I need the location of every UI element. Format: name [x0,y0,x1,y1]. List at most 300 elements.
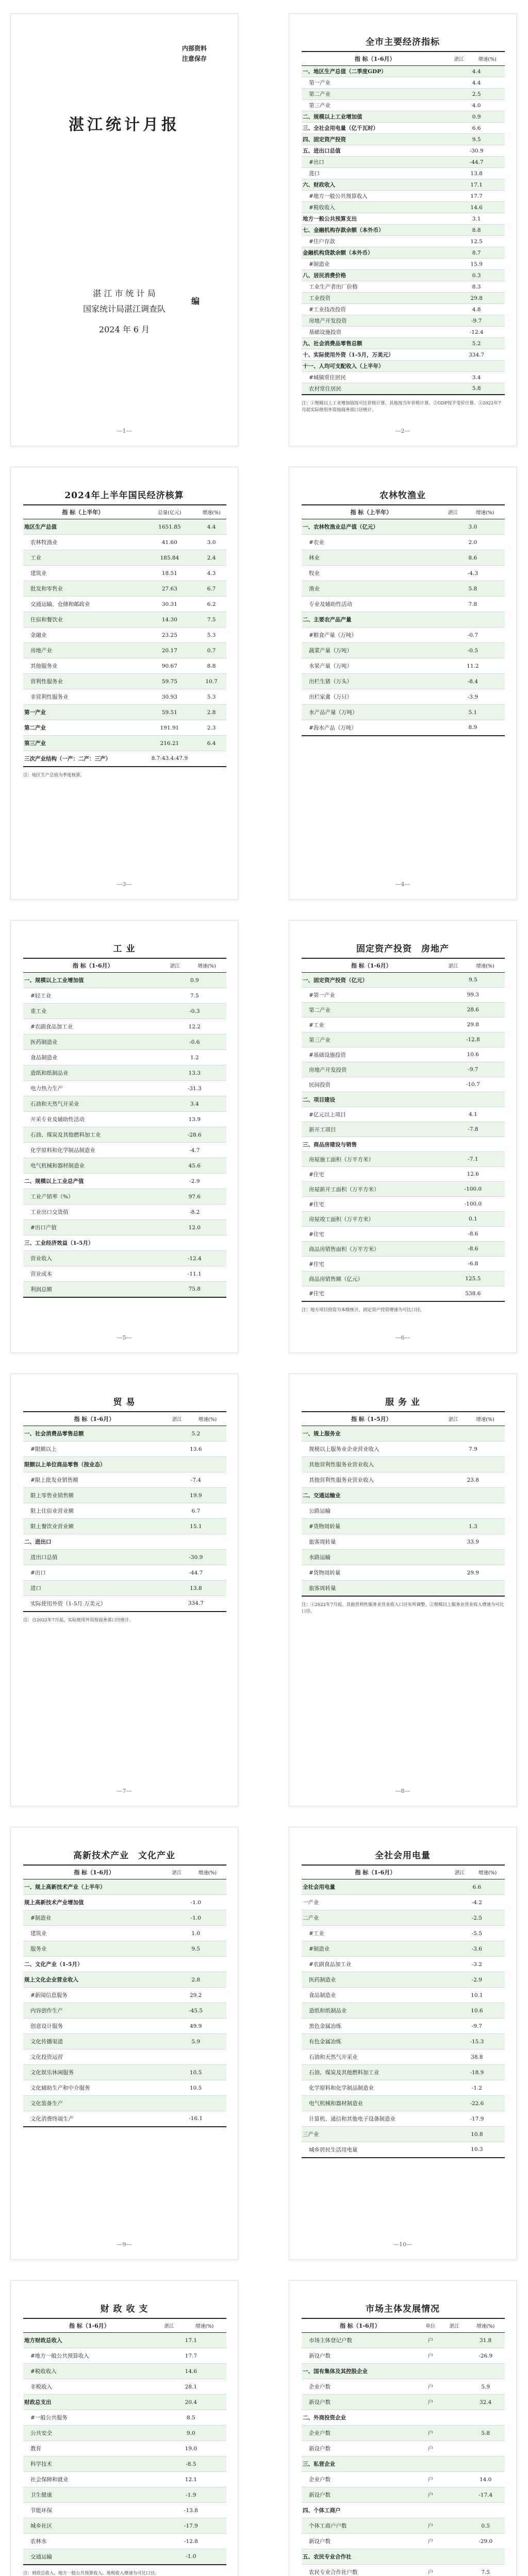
table-row [23,2019,226,2034]
table-row [23,1972,226,1988]
row-label: 出栏家禽（万只） [302,689,441,705]
table-row [23,1988,226,2003]
row-label: 新设户数 [302,2487,419,2503]
row-value: 0.9 [448,111,505,123]
row-label: 文化娱乐休闲服务 [23,2065,165,2080]
row-label: #工业 [302,1018,441,1032]
row-value [442,2565,466,2576]
table-row [23,1957,226,1972]
row-label: 八、居民消费价格 [302,270,448,281]
row-growth: 5.3 [196,689,226,705]
table-row [302,1895,505,1910]
table-row [302,1197,505,1212]
table-row [302,628,505,643]
row-label: 有色金属冶炼 [302,2034,449,2049]
row-value: 14.6 [448,202,505,213]
row-label: #新闻信息服务 [23,1988,165,2003]
row-label: 五、进出口总值 [302,145,448,157]
page-title: 市场主体发展情况 [366,2304,440,2314]
page-p8 [289,1374,517,1806]
table-row [23,973,226,988]
row-label: #住户存款 [302,236,448,247]
row-label: 房屋新开工面积（万平方米） [302,1182,441,1197]
table-row [23,2364,226,2379]
table-row [23,519,226,535]
table-row [23,550,226,566]
row-value: 538.6 [441,1286,505,1301]
table-row [23,2049,226,2065]
table-note: 注：①规模以上工业增加值按可比价格计算，其他按当年价格计算。②GDP按不变价计算。③2022年7月起实际使用外资按商务部口径统计。 [302,401,501,413]
row-label: 工业出口交货值 [23,1205,163,1220]
row-value: -1.0 [165,1910,226,1926]
row-value: -7.8 [441,1122,505,1137]
table-row [302,2142,505,2158]
row-growth: 31.8 [466,2333,505,2348]
row-value [441,1581,505,1596]
row-label: #住宅 [302,1227,441,1242]
row-value: 10.5 [165,2065,226,2080]
row-value [442,2426,466,2441]
table-row [302,1077,505,1092]
row-value: -2.5 [449,1910,505,1926]
page-p12 [289,2280,517,2576]
row-value: 28.6 [441,1003,505,1018]
row-value: -8.2 [163,1205,226,1220]
row-label: 二产业 [302,1910,449,1926]
row-label: 节能环保 [23,2503,156,2518]
table-row [23,1426,226,1442]
row-label: 石油和天然气开采业 [23,1096,163,1112]
row-label: 批发和零售业 [23,581,143,597]
row-label: 地区生产总值 [23,519,143,535]
page-title: 全市主要经济指标 [366,37,440,47]
table-row [23,2549,226,2565]
row-growth: 7.5 [196,612,226,628]
row-unit: 户 [419,2487,442,2503]
row-label: 基础设施投资 [302,327,448,338]
table-row [23,674,226,689]
table-row [302,1152,505,1167]
row-value: 29.8 [441,1018,505,1032]
table-row [302,519,505,535]
table-row [302,1122,505,1137]
table-row [302,1534,505,1550]
row-label: 二、外商投资企业 [302,2410,419,2426]
row-value: -12.4 [448,327,505,338]
row-value: 2.0 [441,535,505,550]
row-label: 交通运输 [23,2549,156,2565]
page-p7 [10,1374,238,1806]
row-label: #税收收入 [302,202,448,213]
row-label: 其他营利性服务业营业收入 [302,1472,441,1488]
row-value: 13.6 [166,1442,226,1457]
row-label: #限上批发业销售额 [23,1472,166,1488]
table-row [302,2456,505,2472]
row-label: 开采专业及辅助性活动 [23,1112,163,1127]
row-value: 8.9 [441,720,505,736]
table-row [302,2518,505,2534]
row-label: 一、规模以上工业增加值 [23,973,163,988]
row-label: #亿元以上项目 [302,1107,441,1122]
row-label: #轻工业 [23,988,163,1004]
table-row [302,1272,505,1286]
column-header: 指 标（1-6月） [23,1412,166,1426]
column-header: 湛江 [156,2318,183,2333]
row-value: 5.2 [448,338,505,349]
row-value: -44.7 [166,1565,226,1581]
row-label: 财政总支出 [23,2395,156,2410]
table-row [23,705,226,720]
table-row [302,1519,505,1534]
row-label: 出栏生猪（万头） [302,674,441,689]
row-value: -8.6 [441,1227,505,1242]
row-label: 渔业 [302,581,441,597]
row-value: -4.2 [449,1895,505,1910]
column-header: 指 标（1-6月） [23,958,163,973]
row-value: 216.21 [143,736,197,751]
table-row [302,1565,505,1581]
row-label: 进口 [23,1581,166,1596]
row-label: 实际使用外资（1-5月 万美元） [23,1596,166,1612]
row-label: 一、社会消费品零售总额 [23,1426,166,1442]
row-label: 三、私营企业 [302,2456,419,2472]
table-row [23,1282,226,1297]
row-label: #货物周转量 [302,1565,441,1581]
row-growth: 3.0 [196,535,226,550]
row-label: 牧业 [302,566,441,581]
row-label: 水果产量（万吨） [302,658,441,674]
row-label: 一、规上高新技术产业（上半年） [23,1879,165,1895]
row-label: 食品制造业 [23,1050,163,1065]
table-row [23,2080,226,2096]
table-row [302,2410,505,2426]
row-label: 其他营利性服务业营业收入 [302,1457,441,1472]
table-row [23,643,226,658]
row-growth: 7.5 [466,2565,505,2576]
row-value: 17.7 [156,2348,226,2364]
table-row [302,2080,505,2096]
row-label: 公路运输 [302,1503,441,1519]
table-row [23,1065,226,1081]
table-row [23,1550,226,1565]
table-row [302,1032,505,1047]
row-value: -12.8 [156,2534,226,2549]
table-row [302,2065,505,2080]
row-growth [466,2456,505,2472]
row-value: 13.3 [163,1065,226,1081]
row-value [442,2487,466,2503]
row-growth: 6.4 [196,736,226,751]
row-label: 计算机、通信和其他电子设备制造业 [302,2111,449,2127]
table-row [302,304,505,315]
row-value: 20.17 [143,643,197,658]
row-label: 科学技术 [23,2456,156,2472]
row-label: 三、工业经济效益（1-5月） [23,1235,163,1251]
row-value: 20.4 [156,2395,226,2410]
row-label: #住宅 [302,1167,441,1182]
row-label: 非营利性服务业 [23,689,143,705]
row-value: 4.1 [441,1107,505,1122]
row-growth [466,2503,505,2518]
column-header: 单位 [419,2318,442,2333]
row-value: 9.0 [156,2426,226,2441]
row-value: 12.0 [163,1220,226,1235]
table-row [23,1004,226,1019]
row-value [441,1092,505,1107]
column-header: 湛江 [442,2318,466,2333]
row-value: -18.9 [449,2065,505,2080]
table-row [302,535,505,550]
table-row [302,1107,505,1122]
row-value: -7.4 [166,1472,226,1488]
row-growth: 5.9 [466,2379,505,2395]
row-value: 4.4 [448,66,505,77]
table-note: 注：自2022年7月起，实际使用外资按商务部口径统计。 [23,1618,134,1623]
row-growth: 10.7 [196,674,226,689]
table-row [302,349,505,361]
table-row [23,988,226,1004]
row-label: 医药制造业 [302,1972,449,1988]
row-value: 10.8 [449,2127,505,2142]
table-row [302,1550,505,1565]
page-title: 贸 易 [113,1397,136,1408]
table-row [302,1988,505,2003]
row-label: #制造业 [302,259,448,270]
table-row [23,1503,226,1519]
row-label: #农副食品加工业 [302,1957,449,1972]
stats-table [302,2318,505,2576]
row-label: 建筑业 [23,1926,165,1941]
table-row [23,2441,226,2456]
row-unit [419,2364,442,2379]
table-row [23,2472,226,2487]
table-row [302,2534,505,2549]
table-row [302,145,505,157]
row-value: -1.0 [156,2549,226,2565]
row-value: 5.8 [441,581,505,597]
row-label: #海水产品（万吨） [302,720,441,736]
page-title: 固定资产投资 房地产 [356,944,449,954]
row-label: 九、社会消费品零售总额 [302,338,448,349]
row-value: 4.4 [448,77,505,89]
row-label: 城乡居民生活用电量 [302,2142,449,2158]
row-value: -1.9 [156,2487,226,2503]
row-label: 文化传播渠道 [23,2034,165,2049]
table-row [302,134,505,145]
row-label: 二、规模以上工业总产值 [23,1174,163,1189]
stats-table [302,1411,505,1597]
table-row [302,1957,505,1972]
row-label: 工业产销率（%） [23,1189,163,1205]
row-value [441,1426,505,1442]
row-label: 卫生健康 [23,2487,156,2503]
row-label: 一、地区生产总值（二季度GDP） [302,66,448,77]
row-label: 市场主体登记户数 [302,2333,419,2348]
page-title: 工 业 [113,944,136,954]
row-label: 服务业 [23,1941,165,1957]
row-label: 新设户数 [302,2348,419,2364]
row-value: 9.5 [448,134,505,145]
table-row [302,123,505,134]
table-row [302,2549,505,2565]
table-row [23,1534,226,1550]
row-value: -11.1 [163,1266,226,1282]
row-value [442,2348,466,2364]
row-label: 二、主要农产品产量 [302,612,441,628]
table-row [23,2487,226,2503]
table-row [23,1220,226,1235]
table-row [302,270,505,281]
table-row [302,236,505,247]
row-value: -8.5 [156,2456,226,2472]
row-value [442,2395,466,2410]
page-number: —10— [393,2241,412,2248]
stats-table [23,1411,226,1612]
row-label: #地方一般公共预算收入 [23,2348,156,2364]
table-row [302,1941,505,1957]
row-label: 水路运输 [302,1550,441,1565]
row-value [441,1137,505,1152]
row-label: #城镇常住居民 [302,372,448,383]
row-value [442,2410,466,2426]
row-label: 公共安全 [23,2426,156,2441]
row-value [448,361,505,372]
row-growth [466,2549,505,2565]
page-title: 高新技术产业 文化产业 [73,1851,175,1861]
row-label: 新开工项目 [302,1122,441,1137]
row-value: -28.6 [163,1127,226,1143]
row-value: 11.2 [441,658,505,674]
column-header: 增速(%) [196,505,226,519]
table-row [23,2379,226,2395]
row-label: 石油和天然气开采业 [302,2049,449,2065]
row-value [163,1235,226,1251]
table-row [302,2096,505,2111]
row-label: 文化装备生产 [23,2096,165,2111]
row-label: 商品房销售面积（万平方米） [302,1242,441,1257]
row-label: 房地产业 [23,643,143,658]
row-value: 1.3 [441,1519,505,1534]
column-header: 增速(%) [470,52,505,66]
row-label: 第一产业 [23,705,143,720]
table-row [302,1286,505,1301]
row-value: 0.9 [163,973,226,988]
table-row [23,535,226,550]
row-value: 19.9 [166,1488,226,1503]
table-row [23,1205,226,1220]
row-label: #工业 [302,1926,449,1941]
row-value: -0.3 [163,1004,226,1019]
row-label: 企业户数 [302,2472,419,2487]
table-row [302,1457,505,1472]
row-label: 一、农林牧渔业总产值（亿元） [302,519,441,535]
stats-table [23,504,226,767]
row-label: 石油、煤炭及其他燃料加工业 [23,1127,163,1143]
row-value [165,2049,226,2065]
page-number: —4— [395,881,410,888]
table-row [23,1519,226,1534]
row-label: 第三产业 [302,100,448,111]
row-value: 8.5 [156,2410,226,2426]
row-label: 二、交通运输业 [302,1488,441,1503]
column-header: 湛江 [449,1865,471,1879]
table-row [23,1174,226,1189]
row-label: 电气机械和器材制造业 [302,2096,449,2111]
table-row [302,191,505,202]
row-label: 新设户数 [302,2534,419,2549]
row-growth: 4.4 [196,519,226,535]
cover-date: 2024 年 6 月 [98,325,150,334]
column-header: 增速(%) [189,1865,226,1879]
cover-compiled-label: 编 [191,296,200,306]
row-value: 15.1 [166,1519,226,1534]
table-row [302,383,505,395]
table-row [302,2441,505,2456]
table-row [302,1167,505,1182]
page-p9 [10,1827,238,2260]
row-value: 4.0 [448,100,505,111]
row-value: 3.4 [448,372,505,383]
row-label: 金融业 [23,628,143,643]
table-row [23,1081,226,1096]
row-unit: 户 [419,2565,442,2576]
row-label: 营业收入 [23,1251,163,1266]
table-row [23,1472,226,1488]
row-label: 蔬菜产量（万吨） [302,643,441,658]
table-row [23,1127,226,1143]
stats-table [23,1865,226,2127]
row-label: #地方一般公共预算收入 [302,191,448,202]
row-label: 交通运输、仓储和邮政业 [23,597,143,612]
row-value: 97.6 [163,1189,226,1205]
table-row [23,1035,226,1050]
row-label: 七、金融机构存款余额（本外币） [302,225,448,236]
row-value: -3.2 [449,1957,505,1972]
row-unit [419,2410,442,2426]
row-unit: 户 [419,2518,442,2534]
page-number: —6— [395,1334,410,1341]
table-row [302,1242,505,1257]
row-label: 创意设计服务 [23,2019,165,2034]
row-label: #税收收入 [23,2364,156,2379]
row-value: 5.2 [166,1426,226,1442]
table-row [23,1096,226,1112]
table-row [302,658,505,674]
row-value: 10.5 [165,2080,226,2096]
row-value: 59.51 [143,705,197,720]
table-row [302,674,505,689]
row-value: 2.5 [448,89,505,100]
row-value [442,2503,466,2518]
row-value [165,1957,226,1972]
page-p5 [10,920,238,1353]
table-row [23,1565,226,1581]
row-value: 7.9 [441,1442,505,1457]
row-label: 造纸和纸制品业 [302,2003,449,2019]
table-row [23,2034,226,2049]
table-row [23,1941,226,1957]
row-growth: 14.0 [466,2472,505,2487]
table-row [302,2364,505,2379]
row-value: 18.51 [143,566,197,581]
row-value: 8.6 [441,550,505,566]
table-row [302,2034,505,2049]
row-value: -100.0 [441,1197,505,1212]
row-growth: 8.8 [196,658,226,674]
row-value: -30.9 [448,145,505,157]
column-header: 指 标（1-6月） [302,2318,419,2333]
cover-title: 湛江统计月报 [69,116,180,134]
